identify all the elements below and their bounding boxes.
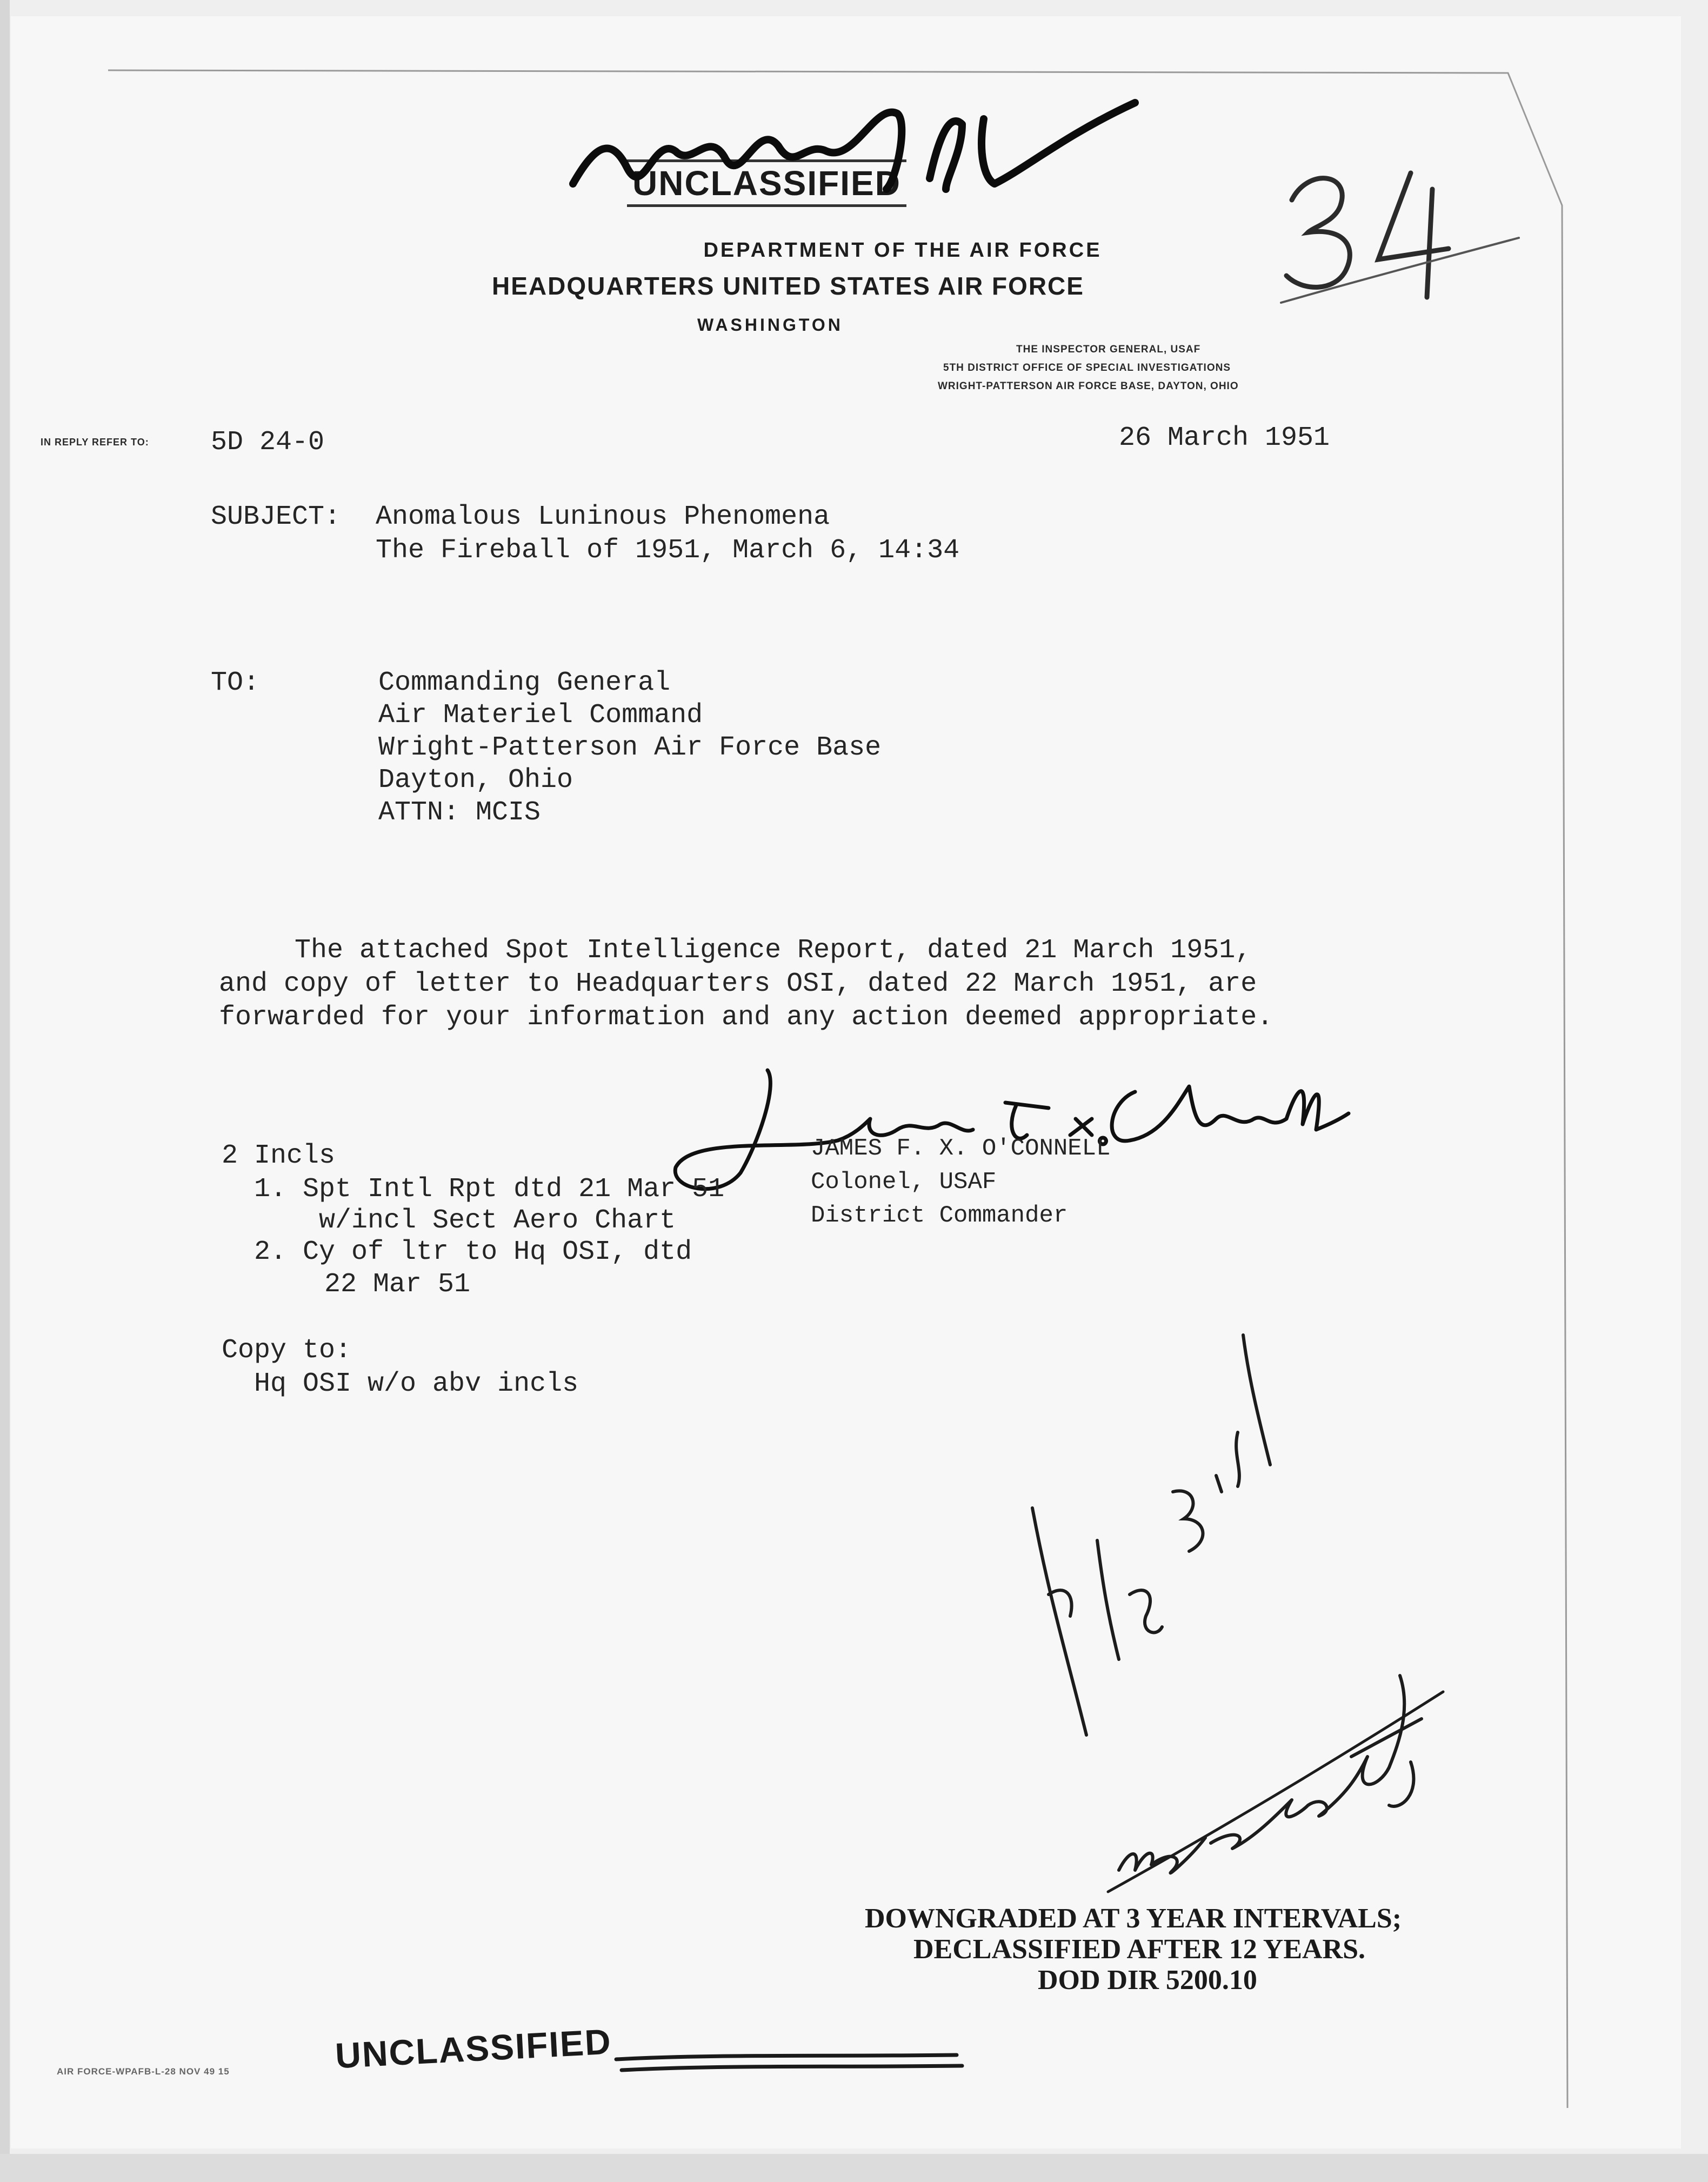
handwritten-not-carded [1097, 1632, 1454, 1913]
to-line: Wright-Patterson Air Force Base [378, 732, 882, 763]
top-classification-stamp: UNCLASSIFIED [627, 159, 906, 207]
headquarters-heading: HEADQUARTERS UNITED STATES AIR FORCE [492, 272, 1084, 300]
enclosure-line: w/incl Sect Aero Chart [319, 1205, 676, 1236]
office-line-2: 5TH DISTRICT OFFICE OF SPECIAL INVESTIGATIONS [943, 362, 1231, 373]
scan-edge [0, 2154, 1708, 2182]
signer-title: District Commander [811, 1202, 1068, 1229]
office-line-1: THE INSPECTOR GENERAL, USAF [1016, 344, 1201, 355]
to-line: Commanding General [378, 668, 671, 698]
enclosure-line: 1. Spt Intl Rpt dtd 21 Mar 51 [254, 1174, 725, 1205]
department-heading: DEPARTMENT OF THE AIR FORCE [703, 239, 1102, 262]
to-line: Dayton, Ohio [378, 765, 573, 796]
to-label: TO: [211, 668, 260, 698]
scan-edge [0, 0, 10, 2182]
stamp-strikethrough [611, 2032, 968, 2081]
bottom-classification-stamp: UNCLASSIFIED [334, 2021, 613, 2076]
copy-to-label: Copy to: [222, 1335, 352, 1366]
subject-line: Anomalous Luninous Phenomena [376, 502, 830, 532]
signer-name: JAMES F. X. O'CONNELL [811, 1135, 1111, 1162]
enclosure-line: 2. Cy of ltr to Hq OSI, dtd [254, 1237, 692, 1267]
form-number: AIR FORCE-WPAFB-L-28 NOV 49 15 [57, 2066, 230, 2077]
enclosure-line: 2 Incls [222, 1140, 336, 1171]
signer-rank: Colonel, USAF [811, 1169, 997, 1196]
downgrade-line: DOWNGRADED AT 3 YEAR INTERVALS; [865, 1903, 1402, 1934]
downgrade-line: DECLASSIFIED AFTER 12 YEARS. [913, 1934, 1366, 1965]
body-line: forwarded for your information and any action deemed appropriate. [219, 1002, 1273, 1033]
washington-heading: WASHINGTON [697, 315, 843, 335]
subject-line: The Fireball of 1951, March 6, 14:34 [376, 535, 960, 566]
body-line: and copy of letter to Headquarters OSI, dated 22 March 1951, are [219, 969, 1257, 999]
copy-to-line: Hq OSI w/o abv incls [254, 1369, 579, 1399]
office-line-3: WRIGHT-PATTERSON AIR FORCE BASE, DAYTON, OHIO [938, 381, 1239, 392]
downgrade-line: DOD DIR 5200.10 [1038, 1965, 1257, 1996]
handwritten-scribble [551, 70, 1200, 211]
document-page [11, 16, 1681, 2148]
handwritten-page-number [1276, 157, 1530, 319]
handwritten-signature [659, 1054, 1351, 1205]
reply-refer-label: IN REPLY REFER TO: [41, 437, 149, 448]
letter-date: 26 March 1951 [1119, 423, 1330, 453]
enclosure-line: 22 Mar 51 [324, 1269, 471, 1300]
subject-label: SUBJECT: [211, 502, 341, 532]
to-line: Air Materiel Command [378, 700, 703, 731]
reference-number: 5D 24-0 [211, 427, 325, 458]
to-line: ATTN: MCIS [378, 797, 541, 828]
body-line: The attached Spot Intelligence Report, dated 21 March 1951, [295, 935, 1252, 966]
